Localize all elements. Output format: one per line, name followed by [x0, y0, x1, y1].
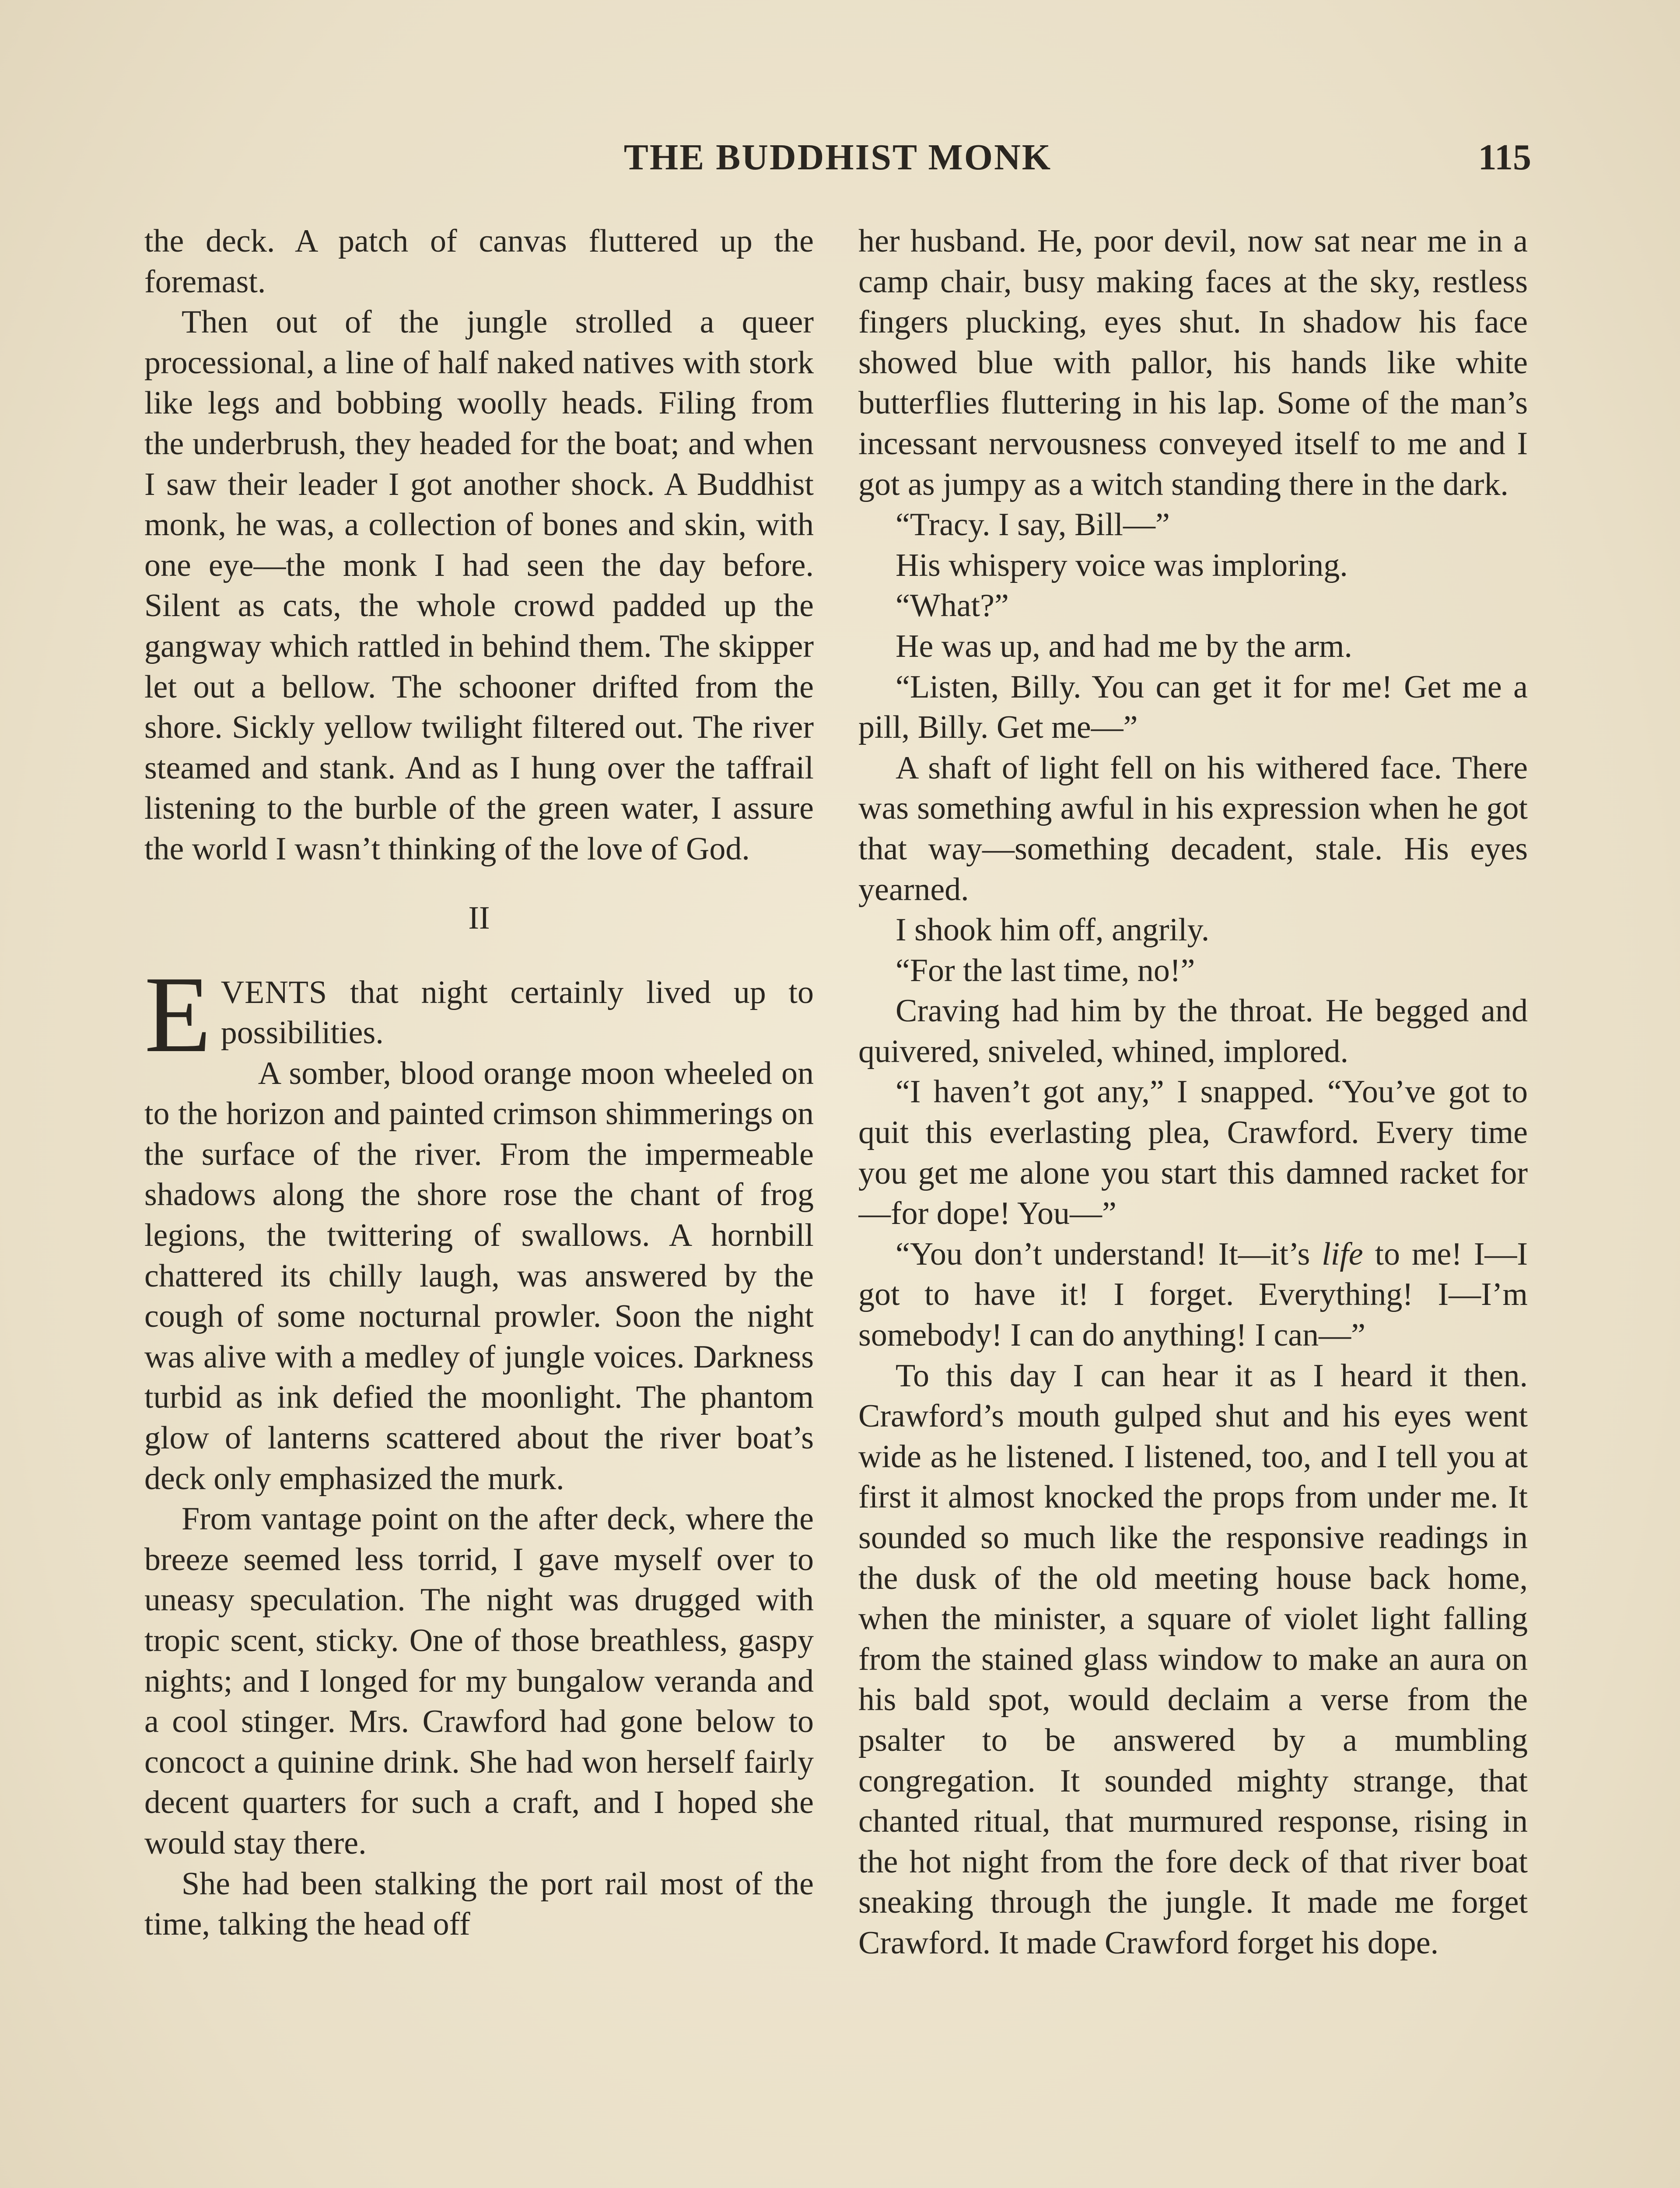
paragraph: A shaft of light fell on his withered face. There was something awful in his expression when he got that way—something decadent, stale. His eyes yearned.: [858, 750, 1528, 908]
paragraph: “Tracy. I say, Bill—”: [896, 507, 1170, 543]
section-number: II: [468, 900, 490, 936]
italic-word: life: [1322, 1236, 1363, 1272]
paragraph: I shook him off, angrily.: [896, 912, 1210, 948]
paragraph: the deck. A patch of canvas fluttered up the foremast.: [144, 223, 814, 300]
text-run: to me! I—I got to have it! I forget. Everything! I—I’m somebody! I can do anything! I can—”: [858, 1236, 1528, 1353]
paragraph: [858, 1234, 1528, 1356]
right-column: [858, 221, 1528, 2188]
paragraph: “For the last time, no!”: [896, 952, 1195, 989]
paragraph: “I haven’t got any,” I snapped. “You’ve got to quit this everlasting plea, Crawford. Every time you get me alone you start this damned racket for—for dope! You—”: [858, 1074, 1528, 1232]
paragraph: He was up, and had me by the arm.: [896, 628, 1352, 664]
running-title: THE BUDDHIST MONK: [623, 137, 1052, 178]
page-header: [144, 131, 1531, 184]
paragraph: Then out of the jungle strolled a queer processional, a line of half naked natives with stork like legs and bobbing woolly heads. Filing from the underbrush, they headed for the boat; and when I saw their leader I got another shock. A Buddhist monk, he was, a collection of bones and skin, with one eye—the monk I had seen the day before. Silent as cats, the whole crowd padded up the gangway which rattled in behind them. The skipper let out a bellow. The schooner drifted from the shore. Sickly yellow twilight filtered out. The river steamed and stank. And as I hung over the taffrail listening to the burble of the green water, I assure the world I wasn’t thinking of the love of God.: [144, 304, 814, 867]
paragraph: A somber, blood orange moon wheeled on to the horizon and painted crimson shimmerings on the surface of the river. From the impermeable shadows along the shore rose the chant of frog legions, the twittering of swallows. A hornbill chattered its chilly laugh, was answered by the cough of some nocturnal prowler. Soon the night was alive with a medley of jungle voices. Darkness turbid as ink defied the moonlight. The phantom glow of lanterns scattered about the river boat’s deck only emphasized the murk.: [144, 1055, 814, 1497]
dropcap-paragraph: [144, 954, 814, 1075]
dropcap-paragraph-text: that night certainly lived up to possibilities.: [220, 974, 814, 1051]
paragraph: “What?”: [896, 588, 1009, 624]
dropcap-lead-word: VENTS: [220, 974, 328, 1010]
paragraph: From vantage point on the after deck, where the breeze seemed less torrid, I gave myself over to uneasy speculation. The night was drugged with tropic scent, sticky. One of those breathless, gaspy nights; and I longed for my bungalow veranda and a cool stinger. Mrs. Crawford had gone below to concoct a quinine drink. She had won herself fairly decent quarters for such a craft, and I hoped she would stay there.: [144, 1501, 814, 1861]
section-heading: [144, 898, 814, 938]
paragraph: Craving had him by the throat. He begged and quivered, sniveled, whined, implored.: [858, 993, 1528, 1069]
paragraph: her husband. He, poor devil, now sat near me in a camp chair, busy making faces at the sky, restless fingers plucking, eyes shut. In shadow his face showed blue with pallor, his hands like white butterflies fluttering in his lap. Some of the man’s incessant nervousness conveyed itself to me and I got as jumpy as a witch standing there in the dark.: [858, 223, 1528, 502]
paragraph: “Listen, Billy. You can get it for me! Get me a pill, Billy. Get me—”: [858, 669, 1528, 746]
drop-cap: E: [144, 954, 211, 1075]
paragraph: His whispery voice was imploring.: [896, 547, 1348, 583]
paragraph: She had been stalking the port rail most of the time, talking the head off: [144, 1865, 814, 1943]
page-number: 115: [1478, 137, 1531, 178]
paragraph: To this day I can hear it as I heard it then. Crawford’s mouth gulped shut and his eyes went wide as he listened. I listened, too, and I tell you at first it almost knocked the props from under me. It sounded so much like the responsive readings in the dusk of the old meeting house back home, when the minister, a square of violet light falling from the stained glass window to make an aura on his bald spot, would declaim a verse from the psalter to be answered by a mumbling congregation. It sounded mighty strange, that chanted ritual, that murmured response, rising in the hot night from the fore deck of that river boat sneaking through the jungle. It made me forget Crawford. It made Crawford forget his dope.: [858, 1357, 1528, 1961]
text-run: “You don’t understand! It—it’s: [896, 1236, 1322, 1272]
left-column: [144, 221, 814, 2188]
